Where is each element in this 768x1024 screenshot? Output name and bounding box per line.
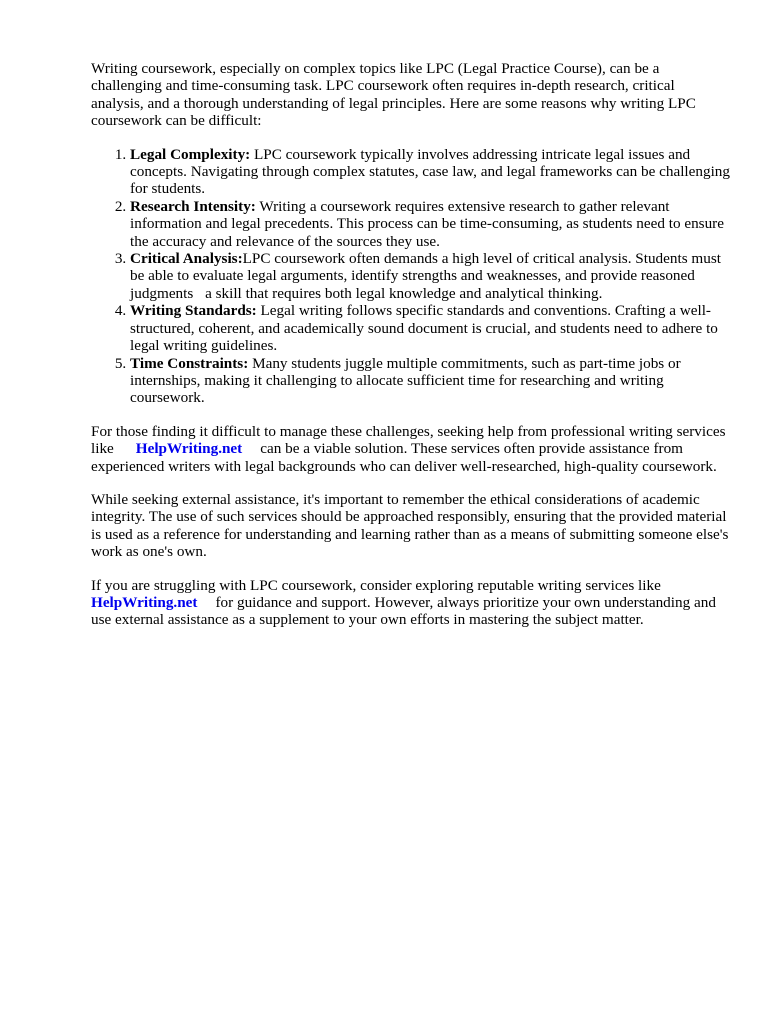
reason-text: LPC coursework often demands a high level of critical analysis. Students must be able to evaluate legal arguments, identify strengths and weaknesses, and provide reasoned judgments — [130, 250, 721, 302]
help-paragraph — [91, 423, 731, 475]
ethics-paragraph: While seeking external assistance, it's important to remember the ethical considerations of academic integrity. The use of such services should be approached responsibly, ensuring that the provided material is used as a reference for understanding and learning rather than as a means of submitting someone else's work as one's own. — [91, 490, 729, 561]
help-text-before: For those finding it difficult to manage these challenges, seeking help from professional writing services like — [91, 422, 726, 458]
list-item — [130, 355, 731, 407]
helpwriting-link[interactable]: HelpWriting.net — [91, 593, 198, 611]
list-item — [130, 250, 731, 302]
intro-paragraph: Writing coursework, especially on complex topics like LPC (Legal Practice Course), can be a challenging and time-consuming task. LPC coursework often requires in-depth research, critical analysis, and a thorough understanding of legal principles. Here are some reasons why writing LPC coursework can be difficult: — [91, 60, 696, 130]
list-item — [130, 302, 731, 354]
reason-text-continued: a skill that requires both legal knowledge and analytical thinking. — [205, 284, 603, 302]
closing-text-before: If you are struggling with LPC coursework, consider exploring reputable writing services like — [91, 576, 661, 594]
reason-term: Legal Complexity: — [130, 145, 251, 163]
reason-text: LPC coursework typically involves addressing intricate legal issues and concepts. Navigating through complex statutes, case law, and legal frameworks can be challenging for students. — [130, 145, 730, 198]
reasons-list — [91, 146, 731, 407]
reason-term: Time Constraints: — [130, 354, 249, 372]
reason-text: Many students juggle multiple commitments, such as part-time jobs or internships, making it challenging to allocate sufficient time for researching and writing coursework. — [130, 354, 681, 407]
closing-paragraph — [91, 577, 731, 629]
reason-term: Critical Analysis: — [130, 250, 243, 268]
document-page — [91, 60, 731, 645]
reason-text: Writing a coursework requires extensive research to gather relevant information and legal precedents. This process can be time-consuming, as students need to ensure the accuracy and relevance of the sources they use. — [130, 197, 724, 250]
helpwriting-link[interactable]: HelpWriting.net — [135, 440, 243, 458]
list-item — [130, 146, 731, 198]
reason-term: Writing Standards: — [130, 302, 257, 320]
reason-term: Research Intensity: — [130, 197, 256, 215]
reason-text: Legal writing follows specific standards and conventions. Crafting a well-structured, coherent, and academically sound document is crucial, and students need to adhere to legal writing guidelines. — [130, 302, 718, 355]
help-text-after: can be a viable solution. These services often provide assistance from experienced writers with legal backgrounds who can deliver well-researched, high-quality coursework. — [91, 440, 717, 475]
closing-text-after: for guidance and support. However, always prioritize your own understanding and use external assistance as a supplement to your own efforts in mastering the subject matter. — [91, 593, 716, 629]
list-item — [130, 198, 731, 250]
